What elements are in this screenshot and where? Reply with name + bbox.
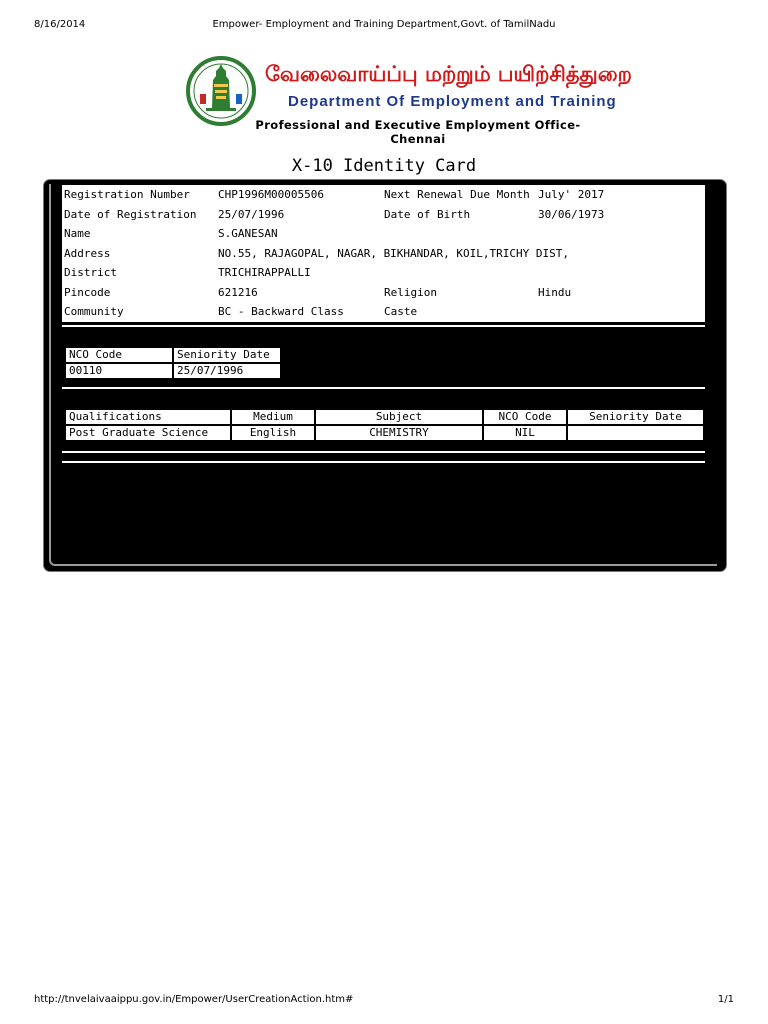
religion-value: Hindu (538, 286, 572, 299)
qualifications-header: Qualifications (66, 410, 230, 424)
divider (62, 461, 705, 463)
divider (62, 325, 705, 327)
registration-number-value: CHP1996M00005506 (218, 188, 324, 201)
qualifications-table (64, 408, 705, 442)
community-label: Community (64, 305, 124, 318)
print-page-title: Empower- Employment and Training Department,Govt. of TamilNadu (212, 19, 556, 30)
table-row (66, 364, 280, 378)
details-row (62, 283, 705, 302)
nco-code-table (64, 346, 282, 380)
divider (62, 387, 705, 389)
address-label: Address (64, 247, 111, 260)
qualification-cell: Post Graduate Science (66, 426, 230, 440)
tamil-nadu-emblem-icon (186, 56, 256, 126)
seniority-date-header: Seniority Date (174, 348, 280, 362)
registration-number-label: Registration Number (64, 188, 190, 201)
nco-code-header: NCO Code (66, 348, 172, 362)
pincode-value: 621216 (218, 286, 258, 299)
pincode-label: Pincode (64, 286, 111, 299)
print-date: 8/16/2014 (34, 19, 86, 30)
next-renewal-label: Next Renewal Due Month (384, 188, 530, 201)
details-row (62, 244, 705, 263)
office-title-line1: Professional and Executive Employment Office- (255, 118, 581, 132)
nco-code-cell: 00110 (66, 364, 172, 378)
details-row (62, 302, 705, 321)
seniority-date-cell (568, 426, 703, 440)
name-value: S.GANESAN (218, 227, 278, 240)
details-row (62, 263, 705, 282)
subject-header: Subject (316, 410, 482, 424)
nco-code-header: NCO Code (484, 410, 566, 424)
medium-header: Medium (232, 410, 314, 424)
details-row (62, 205, 705, 224)
seniority-date-cell: 25/07/1996 (174, 364, 280, 378)
table-row (66, 426, 703, 440)
personal-details (62, 185, 705, 322)
office-title (250, 118, 586, 146)
name-label: Name (64, 227, 91, 240)
divider (62, 451, 705, 453)
page-number: 1/1 (717, 994, 734, 1005)
caste-label: Caste (384, 305, 418, 318)
department-title: Department Of Employment and Training (288, 93, 617, 110)
district-label: District (64, 266, 117, 279)
tamil-department-title: வேலைவாய்ப்பு மற்றும் பயிற்சித்துறை (265, 62, 632, 86)
next-renewal-value: July' 2017 (538, 188, 605, 201)
medium-cell: English (232, 426, 314, 440)
date-of-registration-value: 25/07/1996 (218, 208, 285, 221)
community-value: BC - Backward Class (218, 305, 344, 318)
seniority-date-header: Seniority Date (568, 410, 703, 424)
date-of-birth-label: Date of Birth (384, 208, 471, 221)
religion-label: Religion (384, 286, 437, 299)
details-row (62, 224, 705, 243)
office-title-line2: Chennai (390, 132, 446, 146)
print-url: http://tnvelaivaaippu.gov.in/Empower/UserCreationAction.htm# (34, 994, 354, 1005)
table-header-row (66, 410, 703, 424)
details-row (62, 185, 705, 204)
card-title: X-10 Identity Card (291, 156, 477, 176)
table-header-row (66, 348, 280, 362)
nco-code-cell: NIL (484, 426, 566, 440)
address-value: NO.55, RAJAGOPAL, NAGAR, BIKHANDAR, KOIL,TRICHY DIST, (218, 247, 569, 260)
date-of-birth-value: 30/06/1973 (538, 208, 605, 221)
date-of-registration-label: Date of Registration (64, 208, 197, 221)
subject-cell: CHEMISTRY (316, 426, 482, 440)
district-value: TRICHIRAPPALLI (218, 266, 311, 279)
